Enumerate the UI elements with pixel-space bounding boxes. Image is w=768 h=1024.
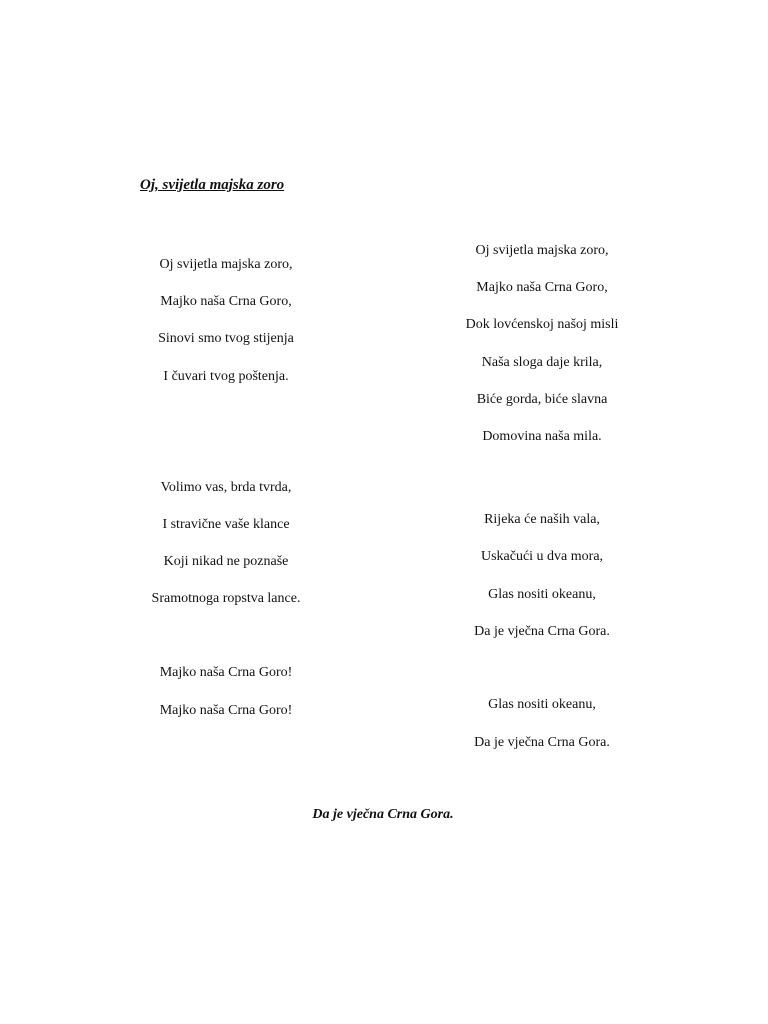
verse-line: Da je vječna Crna Gora. bbox=[474, 735, 610, 750]
verse-line: Sramotnoga ropstva lance. bbox=[151, 591, 301, 606]
verse-line: Sinovi smo tvog stijenja bbox=[158, 331, 294, 346]
verse-line: Koji nikad ne poznaše bbox=[163, 554, 289, 569]
verse-line: Biće gorda, biće slavna bbox=[476, 392, 608, 407]
verse-line: Majko naša Crna Goro, bbox=[476, 280, 608, 295]
verse-line: Uskačući u dva mora, bbox=[480, 549, 604, 564]
verse-line: I čuvari tvog poštenja. bbox=[163, 369, 289, 384]
verse-line: Majko naša Crna Goro, bbox=[160, 294, 292, 309]
verse-line: Majko naša Crna Goro! bbox=[159, 665, 293, 680]
verse-line: Rijeka će naših vala, bbox=[484, 512, 600, 527]
verse-line: Volimo vas, brda tvrda, bbox=[160, 480, 292, 495]
verse-line: Majko naša Crna Goro! bbox=[159, 703, 293, 718]
verse-line: Oj svijetla majska zoro, bbox=[475, 243, 609, 258]
verse-line: Glas nositi okeanu, bbox=[488, 697, 596, 712]
verse-line: Glas nositi okeanu, bbox=[488, 587, 596, 602]
verse-line: Naša sloga daje krila, bbox=[481, 355, 603, 370]
verse-line: Da je vječna Crna Gora. bbox=[474, 624, 610, 639]
verse-line: Dok lovćenskoj našoj misli bbox=[465, 317, 619, 332]
document-title: Oj, svijetla majska zoro bbox=[140, 177, 285, 193]
verse-line: Domovina naša mila. bbox=[482, 429, 602, 444]
verse-line: I stravične vaše klance bbox=[162, 517, 290, 532]
closing-line: Da je vječna Crna Gora. bbox=[312, 807, 454, 822]
verse-line: Oj svijetla majska zoro, bbox=[159, 257, 293, 272]
